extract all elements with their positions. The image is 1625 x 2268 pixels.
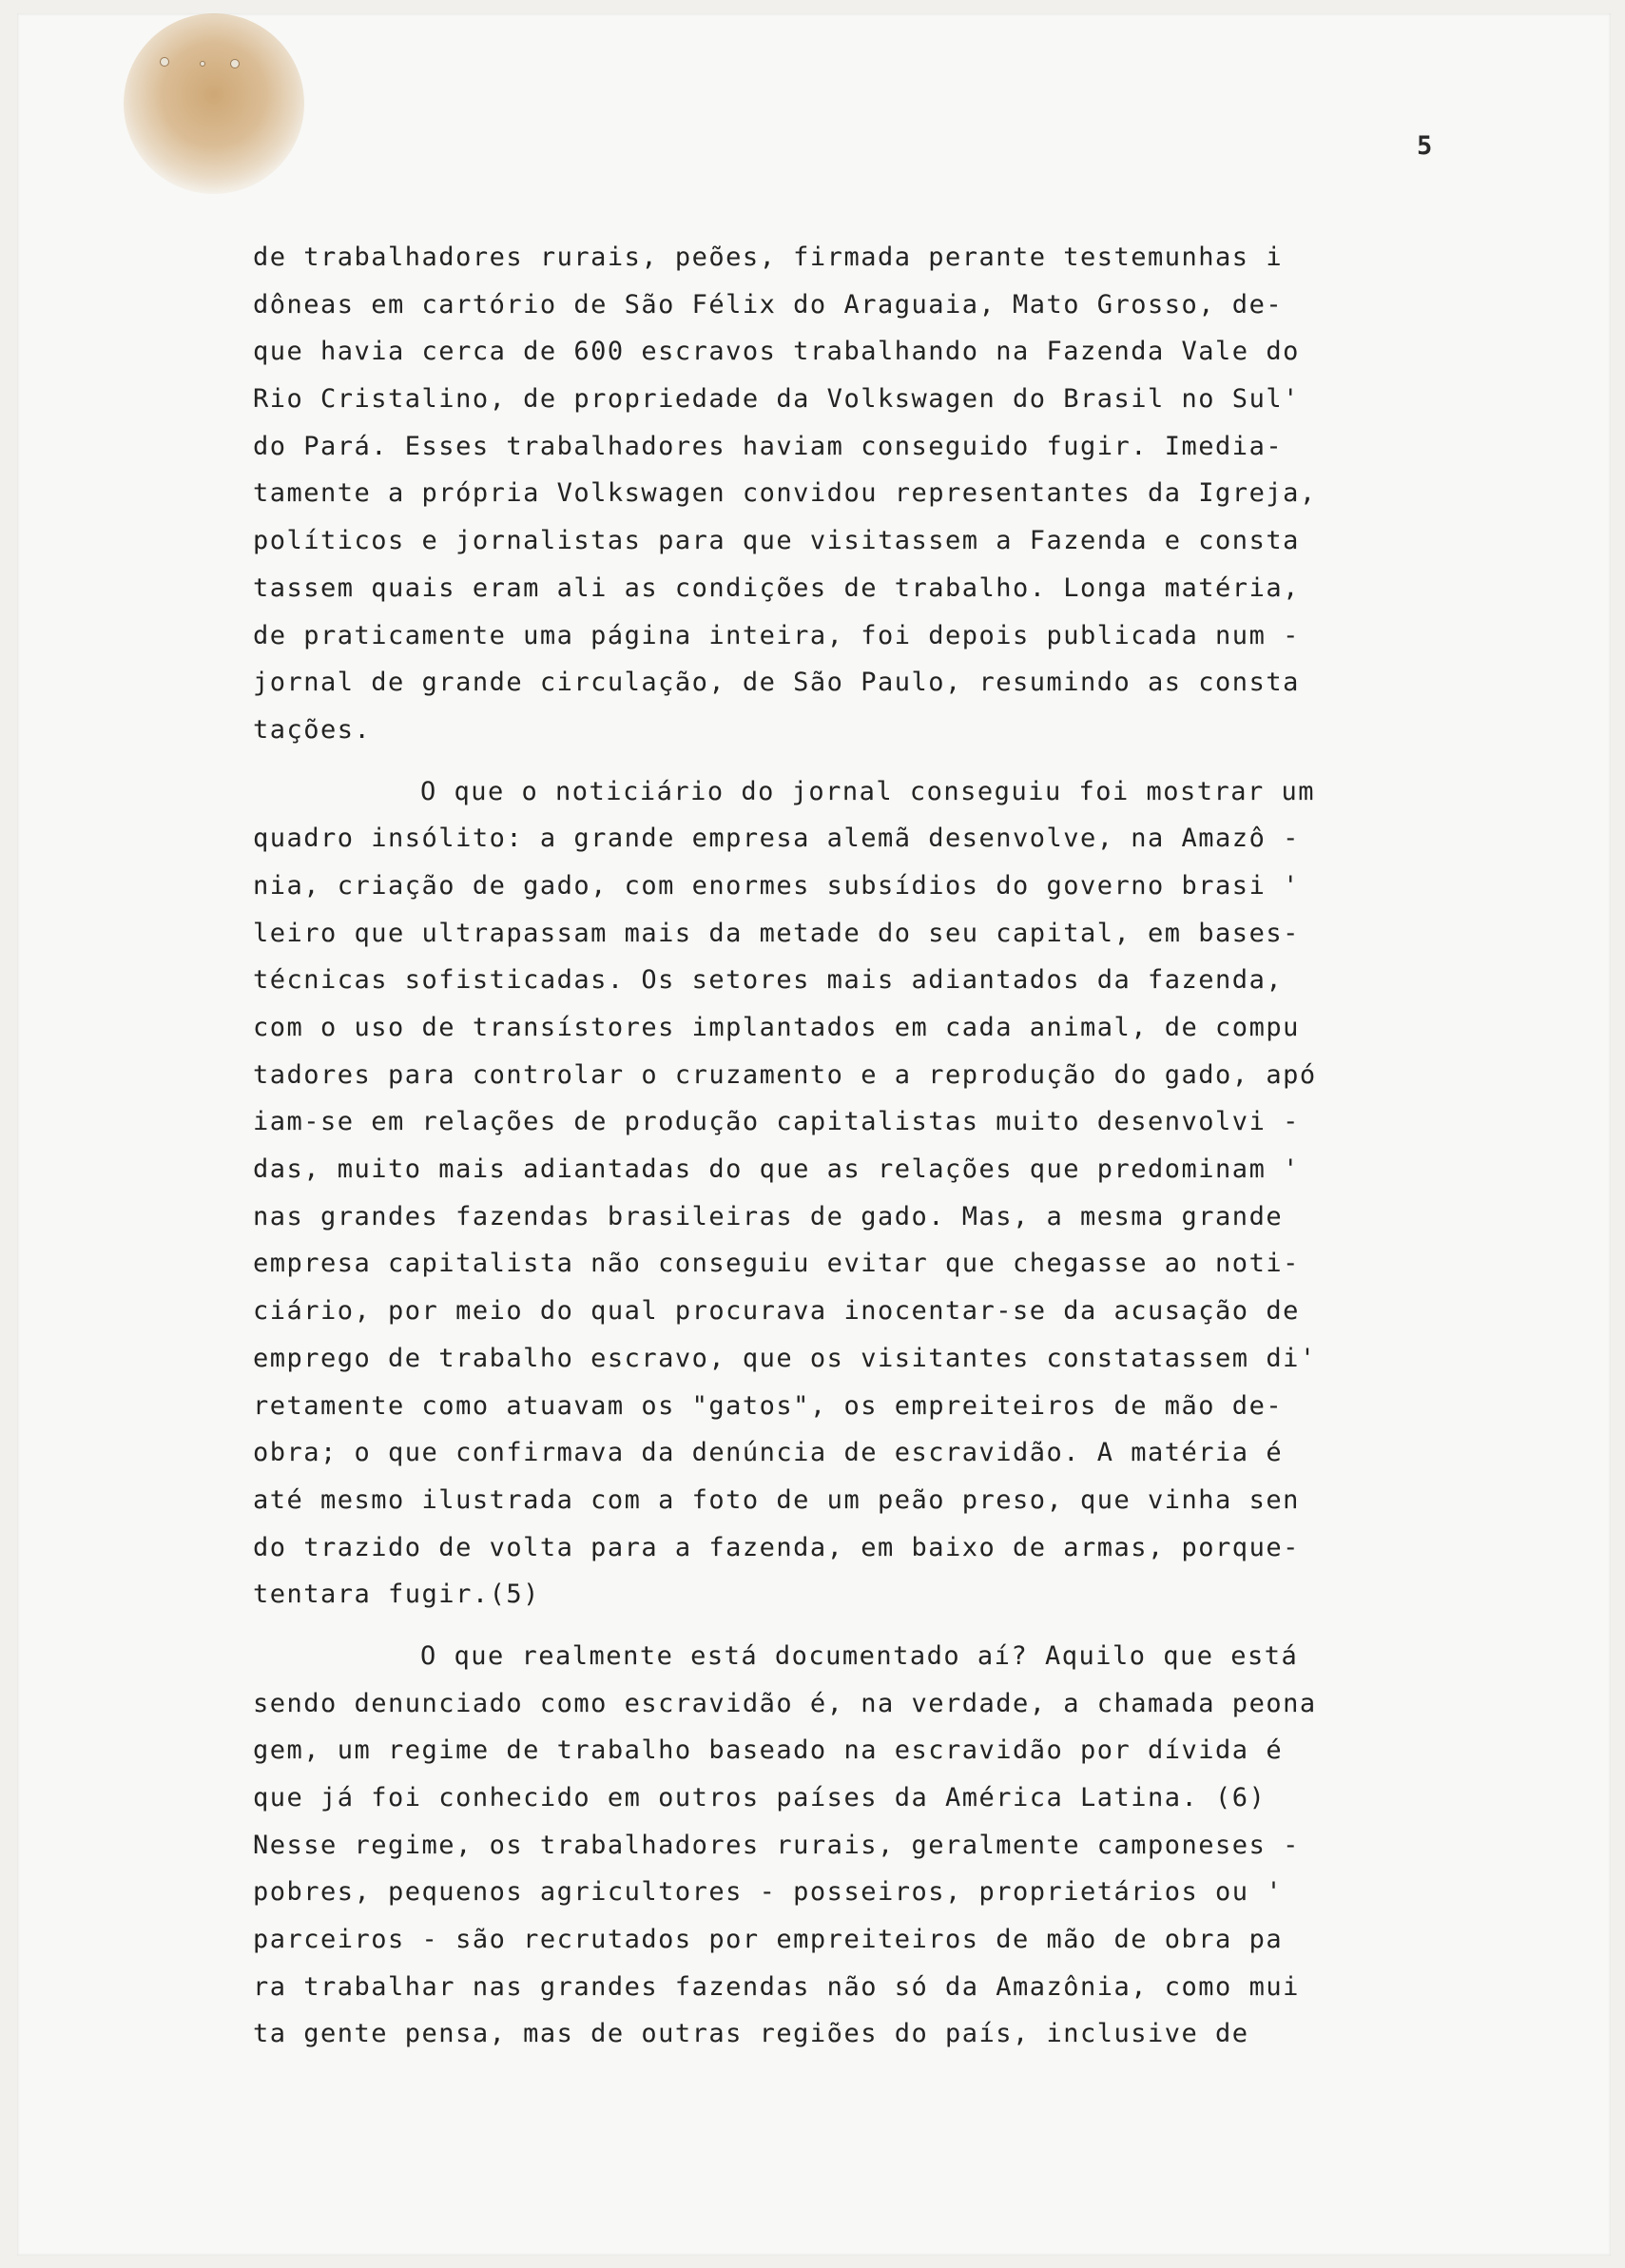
text-line: iam-se em relações de produção capitalistas muito desenvolvi - bbox=[253, 1107, 1300, 1137]
staple-hole bbox=[230, 59, 240, 68]
text-line: que havia cerca de 600 escravos trabalhando na Fazenda Vale do bbox=[253, 337, 1300, 367]
text-line: sendo denunciado como escravidão é, na verdade, a chamada peona bbox=[253, 1688, 1317, 1718]
text-line: retamente como atuavam os "gatos", os empreiteiros de mão de- bbox=[253, 1390, 1284, 1421]
text-line: do Pará. Esses trabalhadores haviam conseguido fugir. Imedia- bbox=[253, 431, 1284, 461]
typewritten-text bbox=[253, 234, 1437, 2058]
text-line: pobres, pequenos agricultores - posseiros, proprietários ou ' bbox=[253, 1877, 1284, 1908]
text-line: nia, criação de gado, com enormes subsídios do governo brasi ' bbox=[253, 870, 1300, 901]
rust-stain bbox=[124, 13, 304, 194]
text-line: parceiros - são recrutados por empreiteiros de mão de obra pa bbox=[253, 1925, 1284, 1955]
page-number: 5 bbox=[1417, 131, 1433, 161]
text-line: tadores para controlar o cruzamento e a reprodução do gado, apó bbox=[253, 1059, 1317, 1090]
text-line: ciário, por meio do qual procurava inocentar-se da acusação de bbox=[253, 1296, 1300, 1327]
text-line: tações. bbox=[253, 714, 372, 745]
text-line: dôneas em cartório de São Félix do Araguaia, Mato Grosso, de- bbox=[253, 289, 1284, 320]
text-line: ta gente pensa, mas de outras regiões do país, inclusive de bbox=[253, 2019, 1249, 2049]
text-line: quadro insólito: a grande empresa alemã desenvolve, na Amazô - bbox=[253, 824, 1300, 854]
text-line: tamente a própria Volkswagen convidou representantes da Igreja, bbox=[253, 478, 1317, 509]
staple-hole bbox=[200, 61, 205, 67]
text-line: com o uso de transístores implantados em cada animal, de compu bbox=[253, 1013, 1300, 1042]
text-line: Nesse regime, os trabalhadores rurais, geralmente camponeses - bbox=[253, 1830, 1300, 1860]
text-line: tentara fugir.(5) bbox=[253, 1580, 540, 1610]
text-line: de trabalhadores rurais, peões, firmada perante testemunhas i bbox=[253, 242, 1284, 272]
text-line: das, muito mais adiantadas do que as relações que predominam ' bbox=[253, 1154, 1300, 1185]
text-line: do trazido de volta para a fazenda, em baixo de armas, porque- bbox=[253, 1532, 1300, 1562]
text-line: emprego de trabalho escravo, que os visitantes constatassem di' bbox=[253, 1343, 1317, 1373]
text-line: que já foi conhecido em outros países da América Latina. (6) bbox=[253, 1783, 1267, 1812]
text-line: Rio Cristalino, de propriedade da Volkswagen do Brasil no Sul' bbox=[253, 384, 1300, 415]
text-line: tassem quais eram ali as condições de trabalho. Longa matéria, bbox=[253, 572, 1300, 603]
staple-hole bbox=[160, 57, 169, 67]
text-line: nas grandes fazendas brasileiras de gado. Mas, a mesma grande bbox=[253, 1201, 1284, 1231]
text-line: de praticamente uma página inteira, foi depois publicada num - bbox=[253, 620, 1300, 650]
text-line: empresa capitalista não conseguiu evitar que chegasse ao noti- bbox=[253, 1249, 1300, 1279]
text-line: ra trabalhar nas grandes fazendas não só da Amazônia, como mui bbox=[253, 1971, 1300, 2002]
text-line: técnicas sofisticadas. Os setores mais adiantados da fazenda, bbox=[253, 965, 1284, 996]
text-line: gem, um regime de trabalho baseado na escravidão por dívida é bbox=[253, 1735, 1284, 1766]
paragraph-2 bbox=[253, 768, 1437, 1619]
paragraph-3 bbox=[253, 1633, 1437, 2058]
text-line: obra; o que confirmava da denúncia de escravidão. A matéria é bbox=[253, 1438, 1284, 1468]
paragraph-1 bbox=[253, 234, 1437, 754]
text-line: O que o noticiário do jornal conseguiu foi mostrar um bbox=[420, 776, 1316, 806]
text-line: leiro que ultrapassam mais da metade do seu capital, em bases- bbox=[253, 918, 1300, 948]
text-line: até mesmo ilustrada com a foto de um peão preso, que vinha sen bbox=[253, 1484, 1300, 1515]
text-line: jornal de grande circulação, de São Paulo, resumindo as consta bbox=[253, 668, 1300, 698]
text-line: políticos e jornalistas para que visitassem a Fazenda e consta bbox=[253, 526, 1300, 556]
text-line: O que realmente está documentado aí? Aquilo que está bbox=[420, 1640, 1299, 1671]
